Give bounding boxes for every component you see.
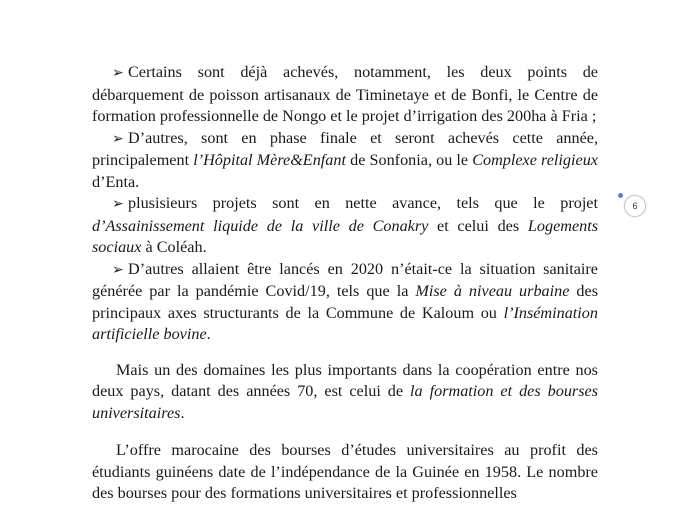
bullet-text: D’autres, sont en phase finale et seront achevés cette année, principalement bbox=[92, 128, 598, 169]
paragraph-text: Mais un des domaines les plus importants dans la coopération entre nos deux pays, datant des années 70, est celui de bbox=[92, 360, 598, 400]
italic-domain-name: la formation et des bourses universitaires bbox=[92, 382, 598, 422]
bullet-text: plusisieurs projets sont en nette avance, tels que le projet bbox=[128, 194, 598, 212]
bullet-item-final-phase bbox=[92, 128, 598, 194]
arrow-bullet-icon: ➢ bbox=[112, 262, 124, 278]
paragraph-scholarships bbox=[92, 440, 598, 505]
bullet-item-planned bbox=[92, 259, 598, 346]
italic-project-name: l’Hôpital Mère&Enfant bbox=[193, 151, 346, 169]
italic-project-name: l’Insémination artificielle bovine bbox=[92, 303, 598, 343]
bullet-text: d’Enta. bbox=[92, 172, 140, 191]
italic-project-name: Mise à niveau urbaine bbox=[415, 282, 570, 300]
bullet-text: et celui des bbox=[428, 216, 528, 235]
paragraph-text: . bbox=[180, 403, 185, 422]
comment-marker-dot[interactable] bbox=[618, 193, 623, 198]
bullet-item-advanced bbox=[92, 193, 598, 259]
bullet-text: de Sonfonia, ou le bbox=[345, 151, 473, 169]
bullet-text: . bbox=[206, 325, 211, 343]
bullet-text: des principaux axes structurants de la Commune de Kaloum ou bbox=[92, 282, 598, 322]
page-number-badge[interactable]: 6 bbox=[624, 195, 646, 217]
bullet-item-completed bbox=[92, 62, 598, 128]
bullet-text: à Coléah. bbox=[141, 238, 207, 256]
bullet-text: D’autres allaient être lancés en 2020 n’était-ce la situation sanitaire générée par la pandémie Covid/19, tels que la bbox=[92, 259, 598, 300]
arrow-bullet-icon: ➢ bbox=[112, 197, 124, 212]
bullet-text: Certains sont déjà achevés, notamment, les deux points de débarquement de poisson artisanaux de Timinetaye et de Bonfi, le Centre de formation professionnelle de Nongo et le projet d’irrigation des 200ha à Fria ; bbox=[92, 63, 598, 125]
arrow-bullet-icon: ➢ bbox=[112, 131, 124, 147]
paragraph-cooperation bbox=[92, 360, 598, 425]
document-body bbox=[92, 62, 598, 505]
italic-project-name: Complexe religieux bbox=[472, 151, 598, 169]
italic-project-name: Logements sociaux bbox=[92, 216, 599, 256]
arrow-bullet-icon: ➢ bbox=[112, 66, 124, 81]
paragraph-text: L’offre marocaine des bourses d’études universitaires au profit des étudiants guinéens date de l’indépendance de la Guinée en 1958. Le nombre des bourses pour des formations universitaires et professionnelles bbox=[92, 441, 598, 502]
italic-project-name: d’Assainissement liquide de la ville de Conakry bbox=[92, 216, 429, 235]
